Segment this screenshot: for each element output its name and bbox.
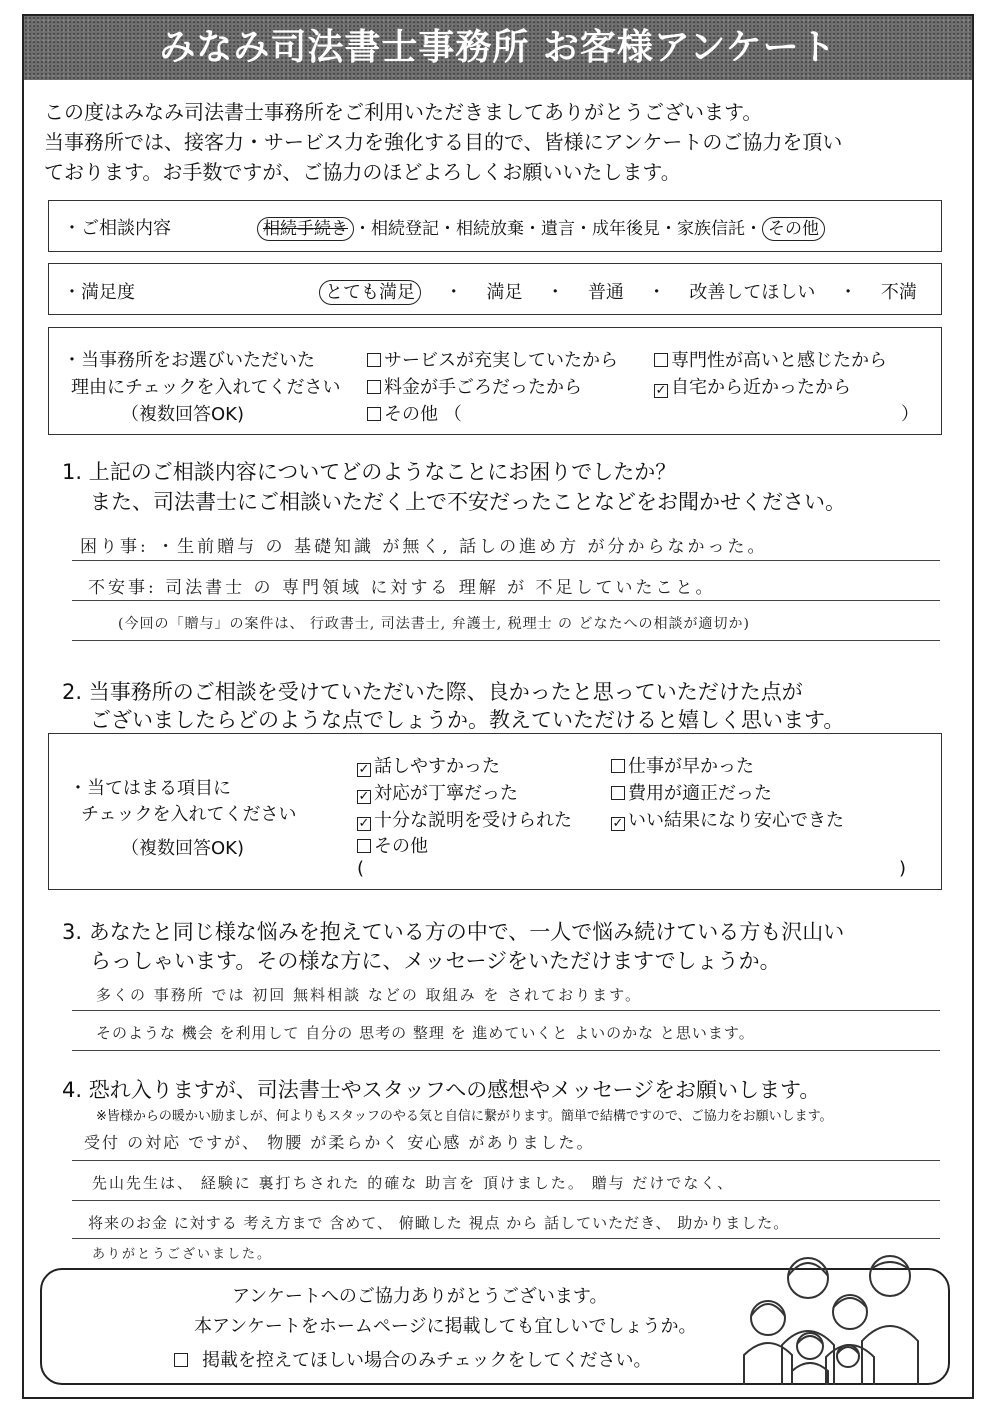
checkbox-icon[interactable] xyxy=(654,353,668,367)
q2-label-1: ・当てはまる項目に xyxy=(69,778,231,799)
consult-option-list[interactable]: ・相続登記・相続放棄・遺言・成年後見・家族信託・ xyxy=(354,219,762,239)
separator: ・ xyxy=(839,282,858,303)
answer-rule xyxy=(72,600,940,601)
reasons-label-1: ・当事務所をお選びいただいた xyxy=(63,350,315,371)
reasons-label-3: （複数回答OK) xyxy=(121,404,244,425)
separator: ・ xyxy=(444,282,463,303)
checkbox-checked-icon[interactable]: ✓ xyxy=(655,383,667,398)
publish-optout-label: 掲載を控えてほしい場合のみチェックをしてください。 xyxy=(202,1350,652,1371)
q2-label-3: （複数回答OK) xyxy=(121,838,244,859)
checkbox-icon[interactable] xyxy=(611,759,625,773)
satisfaction-label: ・満足度 xyxy=(63,282,135,303)
satisfaction-option-very[interactable]: とても満足 xyxy=(319,280,421,305)
consult-option-selected[interactable]: 相続手続き xyxy=(257,217,354,241)
footer-box xyxy=(40,1268,950,1385)
q1-line-2: また、司法書士にご相談いただく上で不安だったことなどをお聞かせください。 xyxy=(90,490,846,514)
q2-box xyxy=(48,733,942,890)
satisfaction-option-unsatisfied[interactable]: 不満 xyxy=(880,282,917,303)
q4-answer-2: 先山先生は、 経験に 裏打ちされた 的確な 助言を 頂けました。 贈与 だけでなく、 xyxy=(92,1174,735,1192)
q4-answer-3: 将来のお金 に対する 考え方まで 含めて、 俯瞰した 視点 から 話していただき、 助かりました。 xyxy=(88,1214,790,1232)
q2-item[interactable] xyxy=(357,752,500,778)
reason-item-label: 自宅から近かったから xyxy=(671,377,851,398)
q2-item-label: 十分な説明を受けられた xyxy=(374,810,572,831)
q2-item-label: 仕事が早かった xyxy=(628,756,754,777)
reason-item[interactable] xyxy=(367,346,618,372)
q2-other-close-paren: ) xyxy=(899,858,907,879)
reason-item[interactable] xyxy=(654,373,851,399)
checkbox-icon[interactable] xyxy=(367,407,381,421)
q1-answer-3: (今回の「贈与」の案件は、 行政書士, 司法書士, 弁護士, 税理士 の どなたへの相談が適切か) xyxy=(118,616,750,632)
q4-answer-1: 受付 の対応 ですが、 物腰 が柔らかく 安心感 がありました。 xyxy=(84,1133,595,1152)
q2-item-label: 費用が適正だった xyxy=(628,783,772,804)
checkbox-checked-icon[interactable]: ✓ xyxy=(612,816,624,831)
answer-rule xyxy=(72,1200,940,1201)
q2-item[interactable] xyxy=(357,779,518,805)
q2-item[interactable] xyxy=(357,832,428,858)
satisfaction-box xyxy=(48,263,942,315)
intro-line-2: 当事務所では、接客力・サービス力を強化する目的で、皆様にアンケートのご協力を頂い xyxy=(44,130,843,154)
checkbox-icon[interactable] xyxy=(357,839,371,853)
q2-other-open-paren: ( xyxy=(357,858,365,879)
reasons-close-paren: ） xyxy=(901,404,919,425)
q2-item[interactable] xyxy=(611,752,754,778)
reason-item[interactable] xyxy=(654,346,887,372)
q3-line-1: 3. あなたと同じ様な悩みを抱えている方の中で、一人で悩み続けている方も沢山い xyxy=(62,920,845,944)
q4-answer-4: ありがとうございました。 xyxy=(92,1247,273,1262)
checkbox-icon[interactable] xyxy=(611,786,625,800)
reason-item-label: 料金が手ごろだったから xyxy=(384,377,582,398)
q2-item-label: いい結果になり安心できた xyxy=(628,810,844,831)
satisfaction-option-improve[interactable]: 改善してほしい xyxy=(689,282,816,303)
q2-item[interactable] xyxy=(611,806,844,832)
checkbox-icon[interactable] xyxy=(367,380,381,394)
satisfaction-option-satisfied[interactable]: 満足 xyxy=(486,282,523,303)
satisfaction-option-normal[interactable]: 普通 xyxy=(587,282,624,303)
answer-rule xyxy=(72,1160,940,1161)
reason-item-label: その他 （ xyxy=(384,404,462,425)
q3-answer-1: 多くの 事務所 では 初回 無料相談 などの 取組み を されております。 xyxy=(96,986,642,1004)
footer-line-2: 本アンケートをホームページに掲載しても宜しいでしょうか。 xyxy=(194,1316,697,1337)
page-title: みなみ司法書士事務所 お客様アンケート xyxy=(24,16,972,80)
reason-item[interactable] xyxy=(367,400,462,426)
reasons-label-2: 理由にチェックを入れてください xyxy=(71,377,341,398)
checkbox-checked-icon[interactable]: ✓ xyxy=(358,789,370,804)
q3-line-2: らっしゃいます。その様な方に、メッセージをいただけますでしょうか。 xyxy=(90,949,781,973)
satisfaction-options xyxy=(319,278,917,304)
publish-optout-option[interactable] xyxy=(174,1346,651,1372)
q1-line-1: 1. 上記のご相談内容についてどのようなことにお困りでしたか？ xyxy=(62,460,677,484)
q2-item-label: 対応が丁寧だった xyxy=(374,783,518,804)
answer-rule xyxy=(72,640,940,641)
consult-option-other[interactable]: その他 xyxy=(762,217,825,241)
reason-item-label: サービスが充実していたから xyxy=(384,350,618,371)
family-illustration xyxy=(730,1248,945,1385)
checkbox-checked-icon[interactable]: ✓ xyxy=(358,816,370,831)
answer-rule xyxy=(72,1050,940,1051)
q4-line: 4. 恐れ入りますが、司法書士やスタッフへの感想やメッセージをお願いします。 xyxy=(62,1078,821,1102)
q2-item-label: 話しやすかった xyxy=(374,756,500,777)
answer-rule xyxy=(72,560,940,561)
reasons-box xyxy=(48,327,942,435)
intro-line-1: この度はみなみ司法書士事務所をご利用いただきましてありがとうございます。 xyxy=(44,100,763,124)
q2-line-1: 2. 当事務所のご相談を受けていただいた際、良かったと思っていただけた点が xyxy=(62,680,803,704)
q2-item-label: その他 xyxy=(374,836,428,857)
separator: ・ xyxy=(546,282,565,303)
answer-rule xyxy=(72,1238,940,1239)
consult-options xyxy=(257,214,825,239)
q2-label-2: チェックを入れてください xyxy=(81,804,297,825)
checkbox-checked-icon[interactable]: ✓ xyxy=(358,762,370,777)
checkbox-icon[interactable] xyxy=(174,1353,188,1367)
reason-item-label: 専門性が高いと感じたから xyxy=(671,350,887,371)
q1-answer-1: 困り事: ・生前贈与 の 基礎知識 が無く, 話しの進め方 が分からなかった。 xyxy=(80,537,768,557)
q2-item[interactable] xyxy=(611,779,772,805)
consult-label: ・ご相談内容 xyxy=(63,218,171,239)
consult-box xyxy=(48,200,942,252)
q3-answer-2: そのような 機会 を利用して 自分の 思考の 整理 を 進めていくと よいのかな と思います。 xyxy=(96,1024,755,1042)
q2-line-2: ございましたらどのような点でしょうか。教えていただけると嬉しく思います。 xyxy=(90,708,845,732)
intro-line-3: ております。お手数ですが、ご協力のほどよろしくお願いいたします。 xyxy=(44,160,681,184)
checkbox-icon[interactable] xyxy=(367,353,381,367)
q4-note: ※皆様からの暖かい励ましが、何よりもスタッフのやる気と自信に繋がります。簡単で結構ですので、ご協力をお願いします。 xyxy=(96,1109,833,1124)
separator: ・ xyxy=(647,282,666,303)
reason-item[interactable] xyxy=(367,373,582,399)
q2-item[interactable] xyxy=(357,806,572,832)
footer-line-1: アンケートへのご協力ありがとうございます。 xyxy=(232,1286,608,1307)
answer-rule xyxy=(72,1010,940,1011)
q1-answer-2: 不安事: 司法書士 の 専門領域 に対する 理解 が 不足していたこと。 xyxy=(88,578,716,598)
